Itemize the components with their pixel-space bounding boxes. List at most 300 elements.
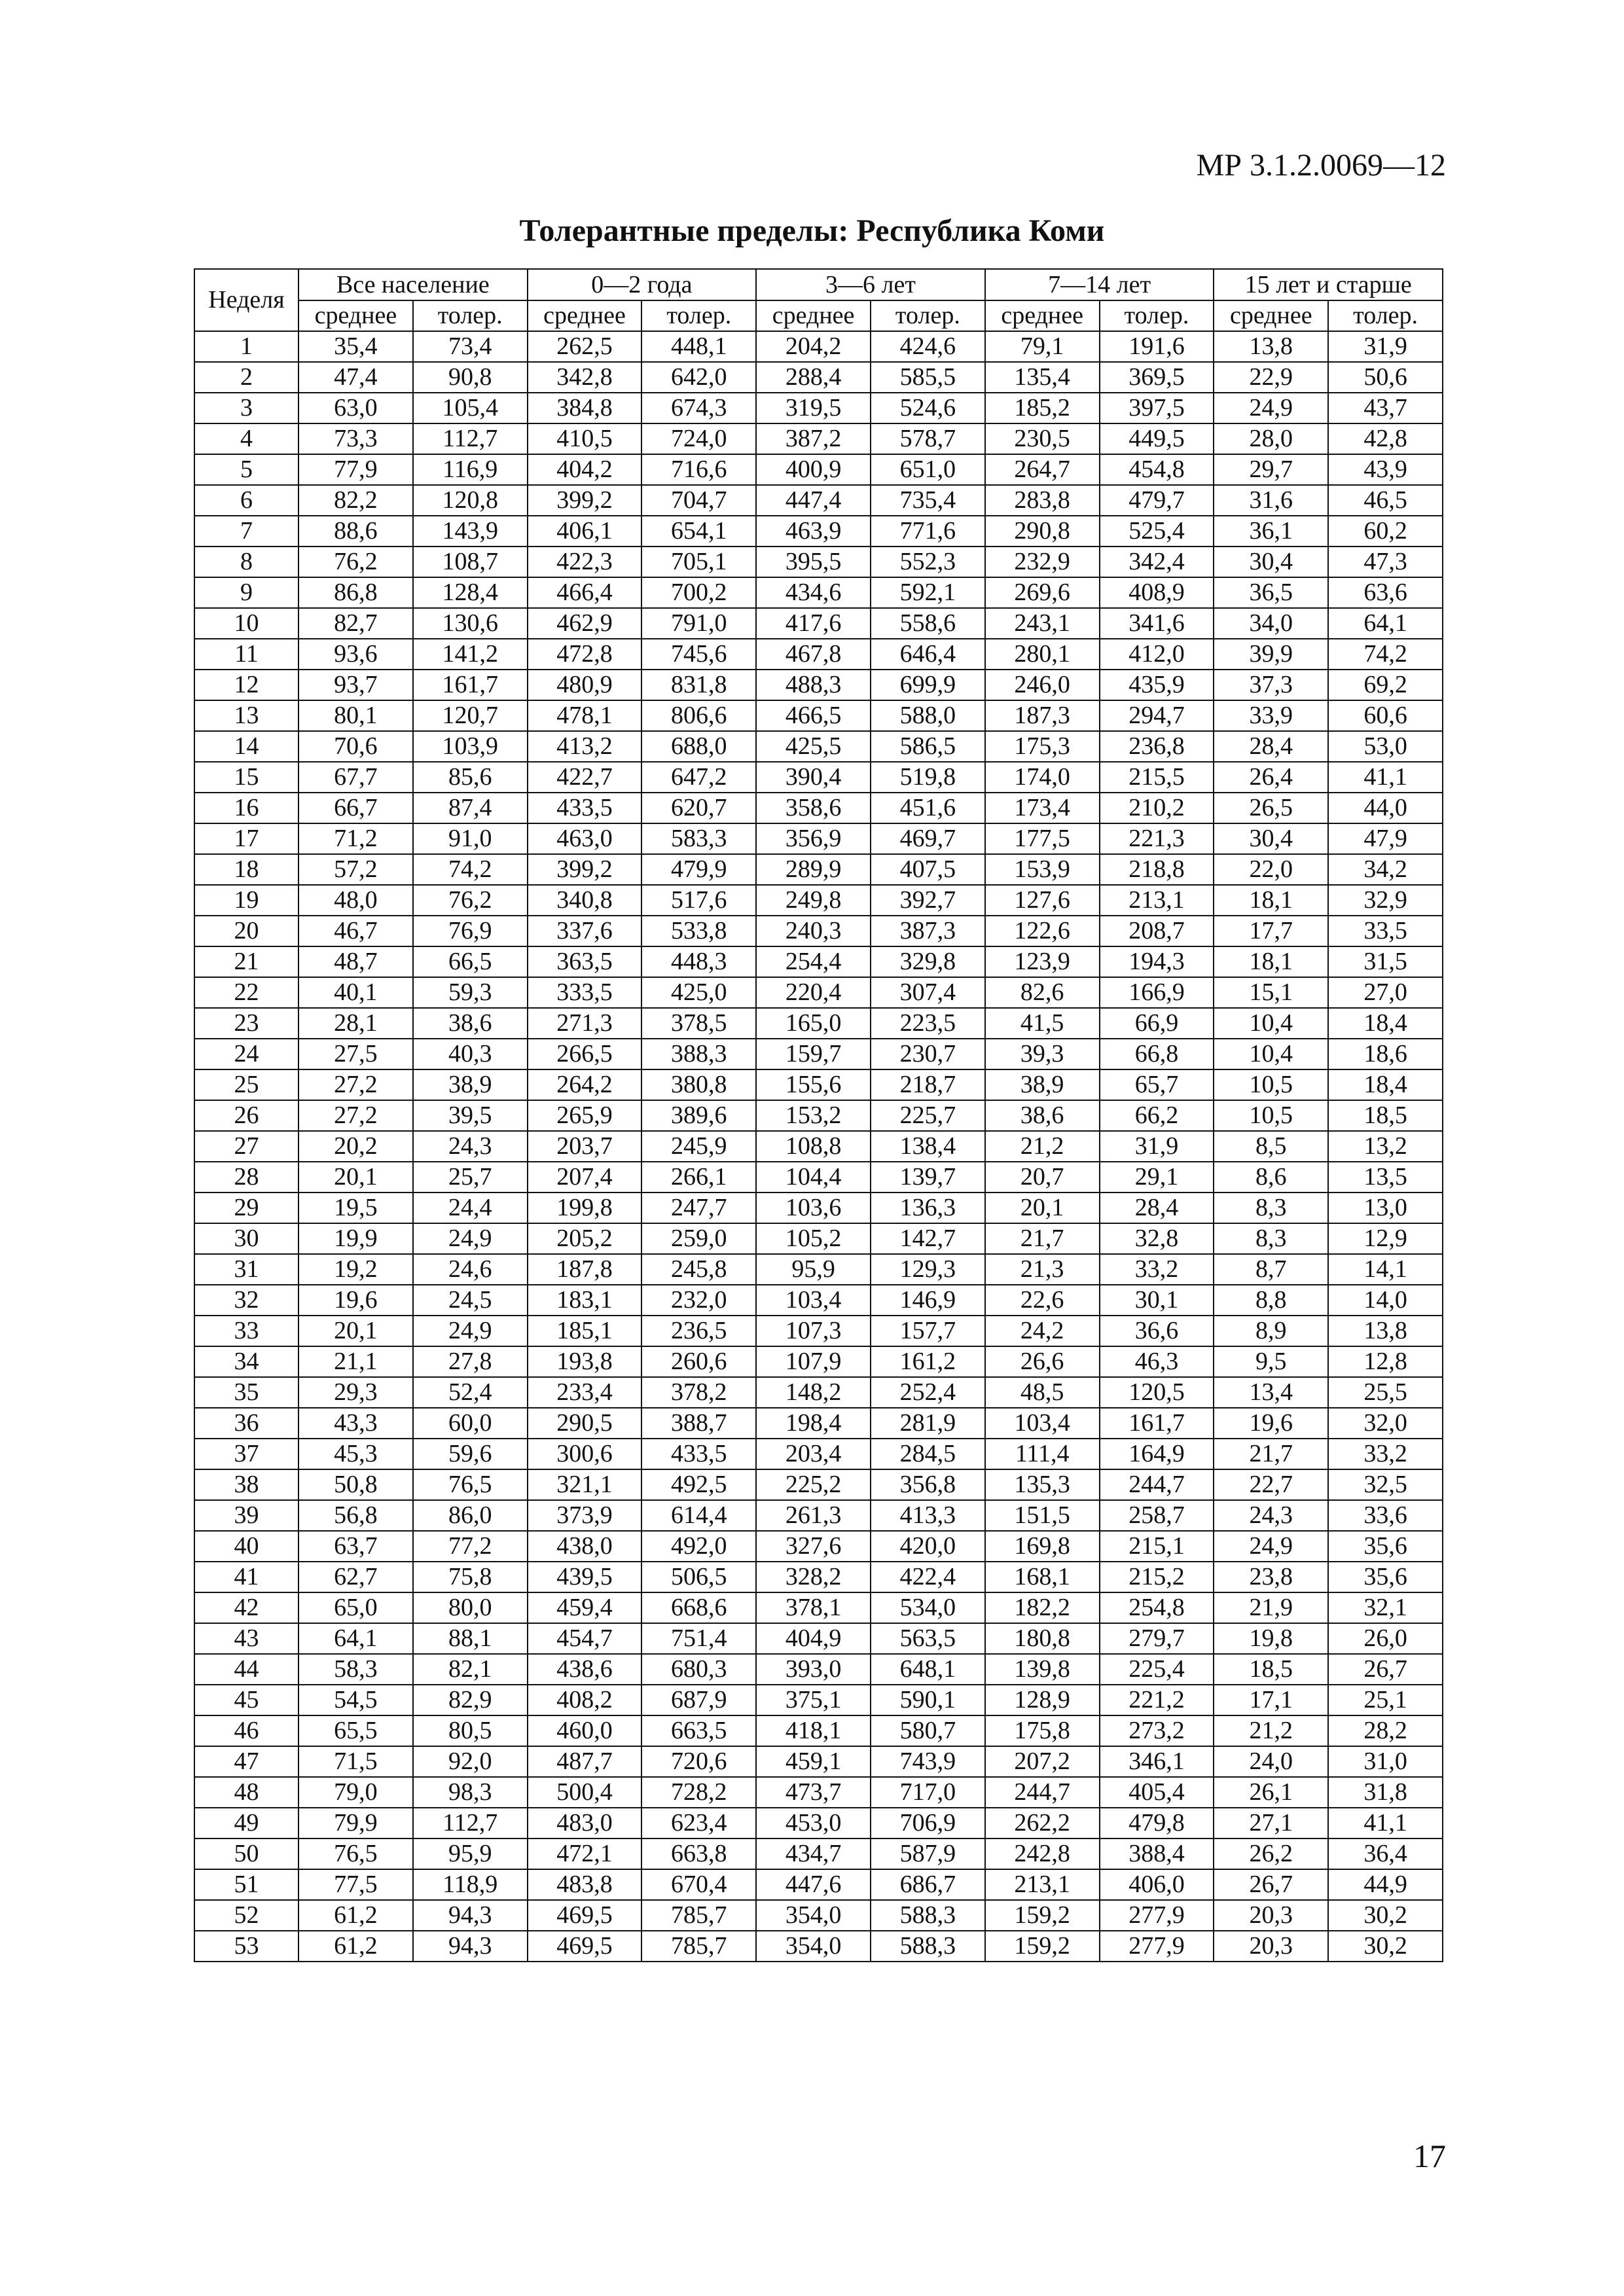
table-cell: 13,0 (1328, 1193, 1443, 1223)
table-cell: 700,2 (641, 577, 756, 608)
table-cell: 453,0 (756, 1808, 871, 1839)
table-cell: 284,5 (871, 1439, 985, 1469)
table-cell: 218,8 (1100, 854, 1214, 885)
table-cell: 447,4 (756, 485, 871, 516)
table-cell: 80,5 (413, 1715, 528, 1746)
table-cell: 244,7 (1100, 1469, 1214, 1500)
table-cell: 438,0 (528, 1531, 642, 1562)
table-cell: 127,6 (985, 885, 1100, 916)
table-cell: 73,3 (298, 423, 413, 454)
week-number-cell: 12 (194, 670, 298, 700)
table-cell: 687,9 (641, 1685, 756, 1715)
table-cell: 580,7 (871, 1715, 985, 1746)
table-cell: 23,8 (1214, 1562, 1328, 1592)
table-row (194, 1900, 1443, 1931)
table-cell: 225,2 (756, 1469, 871, 1500)
table-cell: 187,3 (985, 700, 1100, 731)
table-cell: 135,3 (985, 1469, 1100, 1500)
week-number-cell: 43 (194, 1623, 298, 1654)
table-cell: 161,7 (1100, 1408, 1214, 1439)
table-cell: 29,7 (1214, 454, 1328, 485)
table-row (194, 762, 1443, 793)
table-cell: 79,9 (298, 1808, 413, 1839)
table-cell: 24,9 (413, 1316, 528, 1346)
table-cell: 37,3 (1214, 670, 1328, 700)
table-cell: 651,0 (871, 454, 985, 485)
table-cell: 120,5 (1100, 1377, 1214, 1408)
week-number-cell: 48 (194, 1777, 298, 1808)
table-cell: 33,6 (1328, 1500, 1443, 1531)
table-cell: 19,8 (1214, 1623, 1328, 1654)
table-cell: 194,3 (1100, 946, 1214, 977)
table-cell: 17,7 (1214, 916, 1328, 946)
table-cell: 86,0 (413, 1500, 528, 1531)
table-cell: 20,1 (985, 1193, 1100, 1223)
table-cell: 24,9 (1214, 393, 1328, 423)
table-cell: 27,0 (1328, 977, 1443, 1008)
table-cell: 215,1 (1100, 1531, 1214, 1562)
table-cell: 33,2 (1328, 1439, 1443, 1469)
table-cell: 116,9 (413, 454, 528, 485)
table-cell: 480,9 (528, 670, 642, 700)
table-row (194, 1346, 1443, 1377)
table-cell: 417,6 (756, 608, 871, 639)
table-cell: 139,8 (985, 1654, 1100, 1685)
table-cell: 92,0 (413, 1746, 528, 1777)
table-cell: 21,9 (1214, 1592, 1328, 1623)
table-cell: 19,5 (298, 1193, 413, 1223)
table-cell: 25,5 (1328, 1377, 1443, 1408)
table-cell: 590,1 (871, 1685, 985, 1715)
group-header-age-3-6: 3—6 лет (756, 269, 985, 300)
table-cell: 492,5 (641, 1469, 756, 1500)
table-cell: 182,2 (985, 1592, 1100, 1623)
table-cell: 155,6 (756, 1069, 871, 1100)
table-cell: 240,3 (756, 916, 871, 946)
table-cell: 65,5 (298, 1715, 413, 1746)
week-number-cell: 27 (194, 1131, 298, 1162)
table-cell: 319,5 (756, 393, 871, 423)
table-cell: 27,1 (1214, 1808, 1328, 1839)
table-cell: 148,2 (756, 1377, 871, 1408)
table-cell: 831,8 (641, 670, 756, 700)
week-number-cell: 29 (194, 1193, 298, 1223)
week-number-cell: 30 (194, 1223, 298, 1254)
week-number-cell: 17 (194, 823, 298, 854)
table-cell: 8,7 (1214, 1254, 1328, 1285)
table-cell: 262,5 (528, 331, 642, 362)
table-row (194, 331, 1443, 362)
table-cell: 252,4 (871, 1377, 985, 1408)
table-cell: 422,7 (528, 762, 642, 793)
week-number-cell: 42 (194, 1592, 298, 1623)
table-cell: 390,4 (756, 762, 871, 793)
table-cell: 108,7 (413, 547, 528, 577)
table-cell: 135,4 (985, 362, 1100, 393)
table-row (194, 1715, 1443, 1746)
table-row (194, 823, 1443, 854)
table-cell: 258,7 (1100, 1500, 1214, 1531)
table-cell: 469,5 (528, 1931, 642, 1962)
table-cell: 93,7 (298, 670, 413, 700)
table-cell: 380,8 (641, 1069, 756, 1100)
table-cell: 463,0 (528, 823, 642, 854)
table-cell: 459,4 (528, 1592, 642, 1623)
table-cell: 66,8 (1100, 1039, 1214, 1069)
table-cell: 534,0 (871, 1592, 985, 1623)
table-row (194, 454, 1443, 485)
table-cell: 74,2 (413, 854, 528, 885)
week-number-cell: 11 (194, 639, 298, 670)
table-cell: 13,2 (1328, 1131, 1443, 1162)
week-number-cell: 39 (194, 1500, 298, 1531)
table-cell: 288,4 (756, 362, 871, 393)
page-number: 17 (1413, 2138, 1446, 2174)
table-cell: 10,5 (1214, 1100, 1328, 1131)
table-cell: 340,8 (528, 885, 642, 916)
table-cell: 18,6 (1328, 1039, 1443, 1069)
table-cell: 422,4 (871, 1562, 985, 1592)
table-cell: 157,7 (871, 1316, 985, 1346)
table-cell: 492,0 (641, 1531, 756, 1562)
week-number-cell: 38 (194, 1469, 298, 1500)
table-cell: 262,2 (985, 1808, 1100, 1839)
table-cell: 517,6 (641, 885, 756, 916)
table-cell: 79,0 (298, 1777, 413, 1808)
table-cell: 245,8 (641, 1254, 756, 1285)
table-cell: 670,4 (641, 1869, 756, 1900)
table-cell: 161,7 (413, 670, 528, 700)
table-cell: 31,9 (1100, 1131, 1214, 1162)
table-cell: 173,4 (985, 793, 1100, 823)
table-cell: 412,0 (1100, 639, 1214, 670)
table-cell: 35,6 (1328, 1531, 1443, 1562)
week-column-header: Неделя (194, 269, 298, 331)
table-cell: 22,0 (1214, 854, 1328, 885)
table-cell: 38,9 (413, 1069, 528, 1100)
table-row (194, 1685, 1443, 1715)
table-row (194, 670, 1443, 700)
table-cell: 588,3 (871, 1900, 985, 1931)
table-cell: 279,7 (1100, 1623, 1214, 1654)
table-cell: 85,6 (413, 762, 528, 793)
table-cell: 111,4 (985, 1439, 1100, 1469)
table-cell: 32,0 (1328, 1408, 1443, 1439)
table-cell: 33,5 (1328, 916, 1443, 946)
table-cell: 8,9 (1214, 1316, 1328, 1346)
table-cell: 174,0 (985, 762, 1100, 793)
table-cell: 333,5 (528, 977, 642, 1008)
table-cell: 159,2 (985, 1931, 1100, 1962)
table-cell: 454,7 (528, 1623, 642, 1654)
table-cell: 18,5 (1214, 1654, 1328, 1685)
table-cell: 13,8 (1328, 1316, 1443, 1346)
table-cell: 58,3 (298, 1654, 413, 1685)
table-cell: 48,7 (298, 946, 413, 977)
table-cell: 168,1 (985, 1562, 1100, 1592)
table-cell: 45,3 (298, 1439, 413, 1469)
table-cell: 266,5 (528, 1039, 642, 1069)
table-cell: 48,5 (985, 1377, 1100, 1408)
table-cell: 47,9 (1328, 823, 1443, 854)
table-cell: 112,7 (413, 423, 528, 454)
table-cell: 67,7 (298, 762, 413, 793)
table-cell: 363,5 (528, 946, 642, 977)
table-cell: 647,2 (641, 762, 756, 793)
table-cell: 146,9 (871, 1285, 985, 1316)
table-cell: 31,8 (1328, 1777, 1443, 1808)
table-cell: 473,7 (756, 1777, 871, 1808)
table-cell: 24,4 (413, 1193, 528, 1223)
table-cell: 90,8 (413, 362, 528, 393)
table-cell: 18,4 (1328, 1008, 1443, 1039)
table-row (194, 1439, 1443, 1469)
table-cell: 479,7 (1100, 485, 1214, 516)
table-cell: 12,8 (1328, 1346, 1443, 1377)
table-cell: 688,0 (641, 731, 756, 762)
table-cell: 79,1 (985, 331, 1100, 362)
table-cell: 43,7 (1328, 393, 1443, 423)
table-cell: 408,2 (528, 1685, 642, 1715)
table-cell: 198,4 (756, 1408, 871, 1439)
table-cell: 422,3 (528, 547, 642, 577)
table-cell: 203,7 (528, 1131, 642, 1162)
table-cell: 105,4 (413, 393, 528, 423)
table-cell: 20,2 (298, 1131, 413, 1162)
table-cell: 585,5 (871, 362, 985, 393)
table-cell: 407,5 (871, 854, 985, 885)
table-cell: 469,7 (871, 823, 985, 854)
table-cell: 103,4 (756, 1285, 871, 1316)
table-cell: 39,3 (985, 1039, 1100, 1069)
table-cell: 27,2 (298, 1100, 413, 1131)
table-cell: 103,6 (756, 1193, 871, 1223)
table-cell: 479,8 (1100, 1808, 1214, 1839)
table-cell: 533,8 (641, 916, 756, 946)
table-cell: 395,5 (756, 547, 871, 577)
table-row (194, 608, 1443, 639)
table-cell: 213,1 (1100, 885, 1214, 916)
table-row (194, 1039, 1443, 1069)
table-cell: 82,2 (298, 485, 413, 516)
table-cell: 588,0 (871, 700, 985, 731)
table-row (194, 1531, 1443, 1562)
table-cell: 463,9 (756, 516, 871, 547)
table-cell: 142,7 (871, 1223, 985, 1254)
table-cell: 724,0 (641, 423, 756, 454)
table-cell: 221,3 (1100, 823, 1214, 854)
week-number-cell: 45 (194, 1685, 298, 1715)
table-cell: 277,9 (1100, 1931, 1214, 1962)
table-cell: 59,6 (413, 1439, 528, 1469)
table-cell: 76,5 (298, 1839, 413, 1869)
table-cell: 435,9 (1100, 670, 1214, 700)
table-cell: 123,9 (985, 946, 1100, 977)
week-number-cell: 51 (194, 1869, 298, 1900)
table-row (194, 1408, 1443, 1439)
table-cell: 42,8 (1328, 423, 1443, 454)
table-row (194, 1808, 1443, 1839)
table-cell: 24,0 (1214, 1746, 1328, 1777)
subheader-mean: среднее (756, 300, 871, 331)
table-cell: 180,8 (985, 1623, 1100, 1654)
table-cell: 264,7 (985, 454, 1100, 485)
table-cell: 27,2 (298, 1069, 413, 1100)
table-cell: 706,9 (871, 1808, 985, 1839)
table-cell: 61,2 (298, 1900, 413, 1931)
table-cell: 280,1 (985, 639, 1100, 670)
week-number-cell: 44 (194, 1654, 298, 1685)
week-number-cell: 5 (194, 454, 298, 485)
week-number-cell: 22 (194, 977, 298, 1008)
table-cell: 221,2 (1100, 1685, 1214, 1715)
table-cell: 447,6 (756, 1869, 871, 1900)
table-cell: 563,5 (871, 1623, 985, 1654)
week-number-cell: 36 (194, 1408, 298, 1439)
table-cell: 21,3 (985, 1254, 1100, 1285)
table-cell: 30,2 (1328, 1931, 1443, 1962)
table-cell: 205,2 (528, 1223, 642, 1254)
group-header-all-population: Все население (298, 269, 528, 300)
table-cell: 378,5 (641, 1008, 756, 1039)
table-cell: 488,3 (756, 670, 871, 700)
table-cell: 26,0 (1328, 1623, 1443, 1654)
table-cell: 36,5 (1214, 577, 1328, 608)
table-cell: 704,7 (641, 485, 756, 516)
table-cell: 213,1 (985, 1869, 1100, 1900)
table-cell: 10,5 (1214, 1069, 1328, 1100)
table-cell: 138,4 (871, 1131, 985, 1162)
table-cell: 175,8 (985, 1715, 1100, 1746)
table-cell: 264,2 (528, 1069, 642, 1100)
table-row (194, 1223, 1443, 1254)
table-cell: 151,5 (985, 1500, 1100, 1531)
table-cell: 439,5 (528, 1562, 642, 1592)
table-cell: 663,8 (641, 1839, 756, 1869)
week-number-cell: 15 (194, 762, 298, 793)
table-cell: 358,6 (756, 793, 871, 823)
table-cell: 785,7 (641, 1900, 756, 1931)
table-cell: 247,7 (641, 1193, 756, 1223)
table-cell: 24,6 (413, 1254, 528, 1285)
table-cell: 22,7 (1214, 1469, 1328, 1500)
table-cell: 356,9 (756, 823, 871, 854)
table-cell: 32,9 (1328, 885, 1443, 916)
table-cell: 578,7 (871, 423, 985, 454)
table-cell: 623,4 (641, 1808, 756, 1839)
table-cell: 64,1 (298, 1623, 413, 1654)
table-cell: 91,0 (413, 823, 528, 854)
table-row (194, 362, 1443, 393)
table-cell: 249,8 (756, 885, 871, 916)
table-cell: 519,8 (871, 762, 985, 793)
table-cell: 35,6 (1328, 1562, 1443, 1592)
week-number-cell: 14 (194, 731, 298, 762)
table-cell: 48,0 (298, 885, 413, 916)
table-cell: 225,4 (1100, 1654, 1214, 1685)
table-cell: 225,7 (871, 1100, 985, 1131)
table-cell: 33,2 (1100, 1254, 1214, 1285)
table-cell: 210,2 (1100, 793, 1214, 823)
table-cell: 54,5 (298, 1685, 413, 1715)
table-cell: 289,9 (756, 854, 871, 885)
group-header-age-15-plus: 15 лет и старше (1214, 269, 1443, 300)
table-cell: 76,2 (298, 547, 413, 577)
table-row (194, 393, 1443, 423)
table-cell: 674,3 (641, 393, 756, 423)
table-cell: 28,1 (298, 1008, 413, 1039)
table-cell: 259,0 (641, 1223, 756, 1254)
table-cell: 80,1 (298, 700, 413, 731)
table-cell: 524,6 (871, 393, 985, 423)
table-cell: 466,5 (756, 700, 871, 731)
table-cell: 61,2 (298, 1931, 413, 1962)
table-cell: 472,8 (528, 639, 642, 670)
table-cell: 66,5 (413, 946, 528, 977)
table-cell: 500,4 (528, 1777, 642, 1808)
table-cell: 204,2 (756, 331, 871, 362)
table-cell: 165,0 (756, 1008, 871, 1039)
table-cell: 30,4 (1214, 547, 1328, 577)
table-row (194, 1654, 1443, 1685)
week-number-cell: 16 (194, 793, 298, 823)
table-cell: 389,6 (641, 1100, 756, 1131)
table-cell: 405,4 (1100, 1777, 1214, 1808)
table-cell: 648,1 (871, 1654, 985, 1685)
table-cell: 74,2 (1328, 639, 1443, 670)
table-cell: 31,6 (1214, 485, 1328, 516)
subheader-tolerance: толер. (1328, 300, 1443, 331)
table-cell: 71,2 (298, 823, 413, 854)
week-number-cell: 24 (194, 1039, 298, 1069)
table-cell: 400,9 (756, 454, 871, 485)
table-cell: 321,1 (528, 1469, 642, 1500)
table-cell: 525,4 (1100, 516, 1214, 547)
table-cell: 105,2 (756, 1223, 871, 1254)
table-row (194, 1562, 1443, 1592)
week-number-cell: 21 (194, 946, 298, 977)
table-cell: 38,6 (413, 1008, 528, 1039)
table-cell: 44,0 (1328, 793, 1443, 823)
table-cell: 18,5 (1328, 1100, 1443, 1131)
table-cell: 82,9 (413, 1685, 528, 1715)
table-cell: 50,8 (298, 1469, 413, 1500)
week-number-cell: 41 (194, 1562, 298, 1592)
table-cell: 27,5 (298, 1039, 413, 1069)
table-cell: 20,3 (1214, 1931, 1328, 1962)
table-cell: 686,7 (871, 1869, 985, 1900)
table-group-header-row (194, 269, 1443, 300)
table-cell: 342,4 (1100, 547, 1214, 577)
table-cell: 128,4 (413, 577, 528, 608)
table-cell: 399,2 (528, 854, 642, 885)
week-number-cell: 32 (194, 1285, 298, 1316)
table-cell: 43,3 (298, 1408, 413, 1439)
week-number-cell: 35 (194, 1377, 298, 1408)
table-cell: 558,6 (871, 608, 985, 639)
table-cell: 254,8 (1100, 1592, 1214, 1623)
table-cell: 413,3 (871, 1500, 985, 1531)
table-cell: 21,2 (985, 1131, 1100, 1162)
table-row (194, 1839, 1443, 1869)
table-cell: 387,3 (871, 916, 985, 946)
table-row (194, 1931, 1443, 1962)
table-cell: 236,5 (641, 1316, 756, 1346)
table-row (194, 1131, 1443, 1162)
table-cell: 215,2 (1100, 1562, 1214, 1592)
table-cell: 63,7 (298, 1531, 413, 1562)
table-cell: 244,7 (985, 1777, 1100, 1808)
